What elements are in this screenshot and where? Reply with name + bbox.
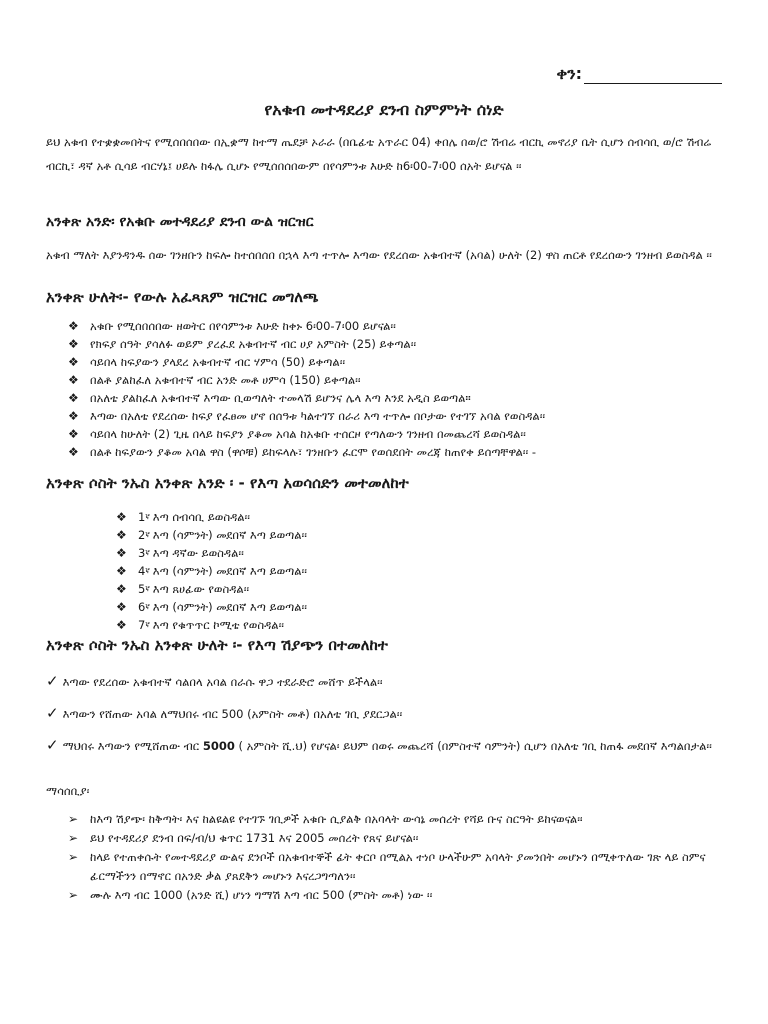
notes-list [68,810,748,905]
section-4-heading: አንቀጽ ሶስት ንኡስ አንቀጽ ሁለት ፡- የእጣ ሽያጭን በተመለከተ [46,636,388,654]
diamond-bullet-icon: ❖ [116,528,127,542]
diamond-bullet-icon: ❖ [68,355,79,369]
section-2-heading: አንቀጽ ሁለት፡- የውሉ አፈጻጸም ዝርዝር መግለጫ [46,288,319,306]
notes-label: ማሳሰቢያ፡ [46,784,90,798]
list-item: ❖ 1 ኛ እጣ ሰብሳቢ ይወስዳል፡፡ [116,510,250,524]
rules-list [68,317,748,461]
list-item: ❖ በልቶ ያልከፈለ አቁብተኛ ብር አንድ መቶ ሀምሳ (150) ይቀጣል፡፡ [68,373,361,387]
section-1-heading: አንቀጽ አንድ፡ የአቁቡ መተዳደሪያ ደንብ ውል ዝርዝር [46,214,314,230]
date-field [556,64,722,84]
checkmark-icon: ✓ [46,736,59,754]
section-1-text: አቁብ ማለት እያንዳንዱ ሰው ገንዘቡን ከፍሎ ከተሰበሰበ በኋላ እጣ ተጥሎ እጣው የደረሰው አቁብተኛ (አባል) ሁለት (2) ዋስ ጠርቶ የደረሰውን ገንዘብ ይወስዳል ፡፡ [46,248,712,262]
list-item: ❖ የክፍያ ሰዓት ያሳለፉ ወይም ያረፈደ አቁብተኛ ብር ሀያ አምስት (25) ይቀጣል፡፡ [68,337,417,351]
arrow-bullet-icon: ➢ [68,831,79,845]
date-label: ቀን: [556,64,582,83]
diamond-bullet-icon: ❖ [68,427,79,441]
list-item: ➢ ከላይ የተጠቀሱት የመተዳደሪያ ውልና ደንቦች በአቁብተኞች ፊት ቀርቦ በሚልአ ተነቦ ሁላችሁም አባላት ያመንበት መሆኑን በሚቀጥለው ገጽ ላይ ስምና ፊርማችንን በማኖር በአንድ ቃል ያጸደቅን መሆኑን እናረጋግጣለን፡፡ [68,850,706,883]
list-item: ❖ ሳይበላ ከሁለት (2) ጊዜ በላይ ከፍያን ያቆመ አባል ከአቁቡ ተሰርዞ የጣለውን ገንዘብ በመጨረሻ ይወስዳል፡፡ [68,427,526,441]
lot-order-list [116,508,307,634]
checkmark-icon: ✓ [46,672,59,690]
sale-rule-1: ✓ እጣው የደረሰው አቁብተኛ ሳልበላ አባል በራሱ ዋጋ ተደራድሮ መሸጥ ይችላል፡፡ [46,672,383,690]
list-item: ❖ ሳይበላ ከፍያውን ያላደረ አቁብተኛ ብር ሃምሳ (50) ይቀጣል፡፡ [68,355,346,369]
list-item: ➢ ከእጣ ሽያጭ፡ ከቅጣት፡ እና ከልዩልዩ የተገኙ ገቢዎች አቁቡ ሲያልቅ በአባላት ውሳኔ መሰረት የሻይ ቡና ስርዓት ይከናወናል፡፡ [68,810,748,829]
diamond-bullet-icon: ❖ [116,582,127,596]
list-item: ❖ 6 ኛ እጣ (ሳምንት) መደበኛ እጣ ይወጣል፡፡ [116,600,307,614]
diamond-bullet-icon: ❖ [68,409,79,423]
list-item: ➢ ሙሉ እጣ ብር 1000 (አንድ ሺ) ሆነን ግማሽ እጣ ብር 500 (ምስት መቶ) ነው ፡፡ [68,886,748,905]
diamond-bullet-icon: ❖ [68,445,79,459]
intro-paragraph: ይህ አቁብ የተቋቋመበትና የሚሰበሰበው በኢቋማ ከተማ ጤደቻ ኦራራ (በቤፊቴ አጥራር 04) ቀበሌ በወ/ሮ ሽብሬ ብርኪ መኖሪያ ቤት ሲሆን ሰብሳቢ ወ/ሮ ሽብሬ ብርኪ፣ ዳኛ አቶ ሲሳይ ብርሃኔ፤ ሀይሉ ከፋሌ ሲሆኑ የሚሰበሰበውም በየሳምንቱ እሁድ ከ6፡00-7፡00 ሰአት ይሆናል ፡፡ [46,135,712,173]
list-item: ❖ በልቶ ከፍያውን ያቆመ አባል ዋስ (ዋሶቹ) ይከፍላሉ፣ ገንዘቡን ፈርሞ የወሰደበት መረጃ ከጠየቀ ይሰጣቸዋል፡፡ - [68,445,537,459]
diamond-bullet-icon: ❖ [116,546,127,560]
arrow-bullet-icon: ➢ [68,888,79,902]
list-item: ➢ ይህ የተዳደሪያ ደንብ በፍ/ብ/ህ ቁጥር 1731 እና 2005 መሰረት የጸና ይሆናል፡፡ [68,829,748,848]
diamond-bullet-icon: ❖ [116,564,127,578]
sale-rule-3: ✓ ማህበሩ እጣውን የሚሸጠው ብር 5000 ( አምስት ሺ.ህ) የሆናል፡ ይህም በወሩ መጨረሻ (በምስተኛ ሳምንት) ሲሆን በአለቴ ገቢ ከጠፋ መደበኛ እጣልበታል፡፡ [46,736,712,754]
list-item: ❖ 7 ኛ እጣ የቁጥጥር ኮሚቴ የወስዳል፡፡ [116,618,284,632]
diamond-bullet-icon: ❖ [116,510,127,524]
diamond-bullet-icon: ❖ [68,319,79,333]
diamond-bullet-icon: ❖ [116,618,127,632]
list-item: ❖ እጣው በአለቴ የደረሰው ከፍያ የፈፀመ ሆኖ በሰዓቱ ካልተገኘ በራሪ እጣ ተጥሎ በቦታው የተገኘ አባል የወስዳል፡፡ [68,409,546,423]
arrow-bullet-icon: ➢ [68,850,79,864]
list-item: ❖ 2 ኛ እጣ (ሳምንት) መደበኛ እጣ ይወጣል፡፡ [116,528,307,542]
list-item: ❖ በአለቴ ያልከፈለ አቁብተኛ እጣው ቢወጣለት ተመላሽ ይሆንና ሌላ እጣ እንደ አዲስ ይወጣል። [68,391,471,405]
checkmark-icon: ✓ [46,704,59,722]
diamond-bullet-icon: ❖ [68,391,79,405]
arrow-bullet-icon: ➢ [68,812,79,826]
diamond-bullet-icon: ❖ [116,600,127,614]
list-item: ❖ 4 ኛ እጣ (ሳምንት) መደበኛ እጣ ይወጣል፡፡ [116,564,307,578]
list-item: ❖ አቁቡ የሚሰበሰበው ዘወትር በየሳምንቱ እሁድ ከቀኑ 6፡00-7፡00 ይሆናል፡፡ [68,319,396,333]
list-item: ❖ 3 ኛ እጣ ዳኛው ይወስዳል፡፡ [116,546,244,560]
document-title: የአቁብ መተዳደሪያ ደንብ ስምምነት ሰነድ [264,100,504,119]
list-item: ❖ 5 ኛ እጣ ጸሀፊው የወስዳል፡፡ [116,582,250,596]
diamond-bullet-icon: ❖ [68,337,79,351]
section-3-heading: አንቀጽ ሶስት ንኡስ አንቀጽ አንድ ፡ - የእጣ አወሳሰድን መተመለከተ [46,474,409,492]
date-blank-line [584,69,722,84]
diamond-bullet-icon: ❖ [68,373,79,387]
sale-rule-2: ✓ እጣውን የሸጠው አባል ለማህበሩ ብር 500 (አምስት መቶ) በአለቴ ገቢ ያደርጋል፡፡ [46,704,403,722]
